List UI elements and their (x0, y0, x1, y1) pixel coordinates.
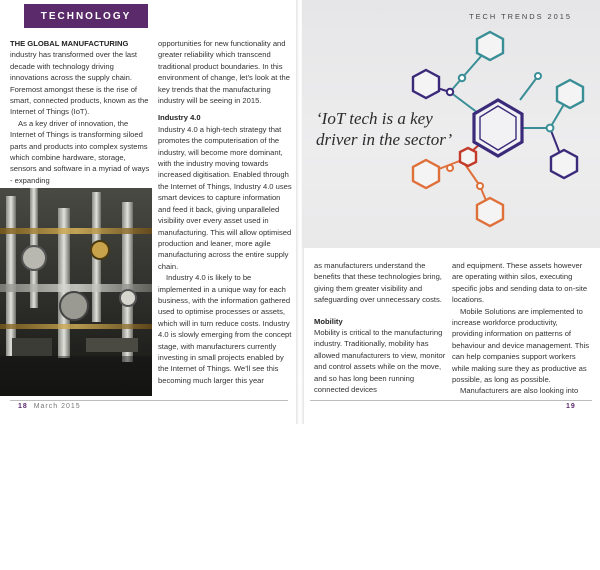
footer-rule-left (10, 400, 288, 401)
page-number-right: 19 (566, 403, 576, 410)
photo-caption: Industry 4.0 will change the manufacturing landscape (10, 550, 120, 570)
issue-date: March 2015 (33, 403, 81, 410)
hexagon-node (551, 150, 577, 178)
hexagon-node (557, 80, 583, 108)
section-tab: TECHNOLOGY (24, 4, 148, 28)
network-dot (447, 89, 453, 95)
hexagon-node (413, 160, 439, 188)
intro-caps: THE GLOBAL MANUFACTURING (10, 39, 129, 48)
section-heading-mobility: Mobility (314, 316, 343, 326)
network-dot (459, 75, 465, 81)
hexagon-node (477, 32, 503, 60)
column-1 (10, 38, 152, 186)
column-3 (314, 260, 446, 395)
intro-paragraph (10, 38, 152, 118)
footer-left (18, 403, 81, 410)
footer-rule-right (310, 400, 592, 401)
hexagon-node (474, 100, 522, 156)
network-dot (547, 125, 554, 132)
paragraph: as manufacturers understand the benefits that these technologies bring, giving them greater visibility and safeguarding over unnecessary costs. (314, 261, 442, 305)
paragraph: Manufacturers are also looking into (460, 386, 579, 396)
footer-right (566, 403, 576, 410)
pull-quote: ‘IoT tech is a key driver in the sector’ (316, 109, 453, 149)
header-tech-trends: TECH TRENDS 2015 (469, 12, 572, 21)
machinery-illustration (0, 188, 152, 396)
paragraph: Industry 4.0 is likely to be implemented in a unique way for each business, with the information gathered used to optimise processes or assets, which will in turn reduce costs. Industry 4.0 is slowly emerging from the concept stage, with manufacturers currently investing in small projects enabled by the Internet of Things. We’ll see this becoming much larger this year (158, 273, 292, 385)
section-heading-industry-4: Industry 4.0 (158, 113, 201, 123)
paragraph: Mobility is critical to the manufacturing industry. Traditionally, mobility has allowed manufacturers to view, monitor and control assets while on the move, and so has long been running connected devices (314, 328, 446, 395)
column-4 (452, 260, 590, 397)
paragraph: Industry 4.0 a high-tech strategy that promotes the computerisation of the industry, will become more dominant, with the industry moving towards increased digitisation. Enabled through the Internet of Things, Industry 4.0 uses smart devices to capture information and feed it back, giving unparalleled visibility over every asset used in manufacturing. This will allow optimised production and leaner, more agile manufacturing across the entire supply chain. (158, 124, 292, 271)
network-dot (477, 183, 483, 189)
intro-text: industry has transformed over the last decade with technology driving innovations across the supply chain. Foremost amongst these is the rise of smart, connected products, known as the Internet of Things (IoT). (10, 50, 149, 117)
paragraph: and equipment. These assets however are operating within silos, executing specific jobs and sending data to on-site locations. (452, 261, 588, 305)
hexagon-node (460, 148, 476, 166)
network-dot (535, 73, 541, 79)
paragraph: As a key driver of innovation, the Internet of Things is transforming siloed parts and products into complex systems which combine hardware, storage, sensors and software in a myriad of ways - expanding (10, 118, 150, 185)
paragraph: opportunities for new functionality and greater reliability which transcend traditional product boundaries. In this environment of change, let’s look at the key trends that the manufacturing industry will be seeing in 2015. (158, 39, 290, 106)
page-number-left: 18 (18, 403, 28, 410)
hexagon-node (413, 70, 439, 98)
paragraph: Mobile Solutions are implemented to increase workforce productivity, providing information on patterns of behaviour and device management. This can help companies support workers while making sure they as productive as possible, as long as possible. (452, 306, 590, 385)
column-2 (158, 38, 292, 386)
hexagon-node (477, 198, 503, 226)
network-dot (447, 165, 453, 171)
